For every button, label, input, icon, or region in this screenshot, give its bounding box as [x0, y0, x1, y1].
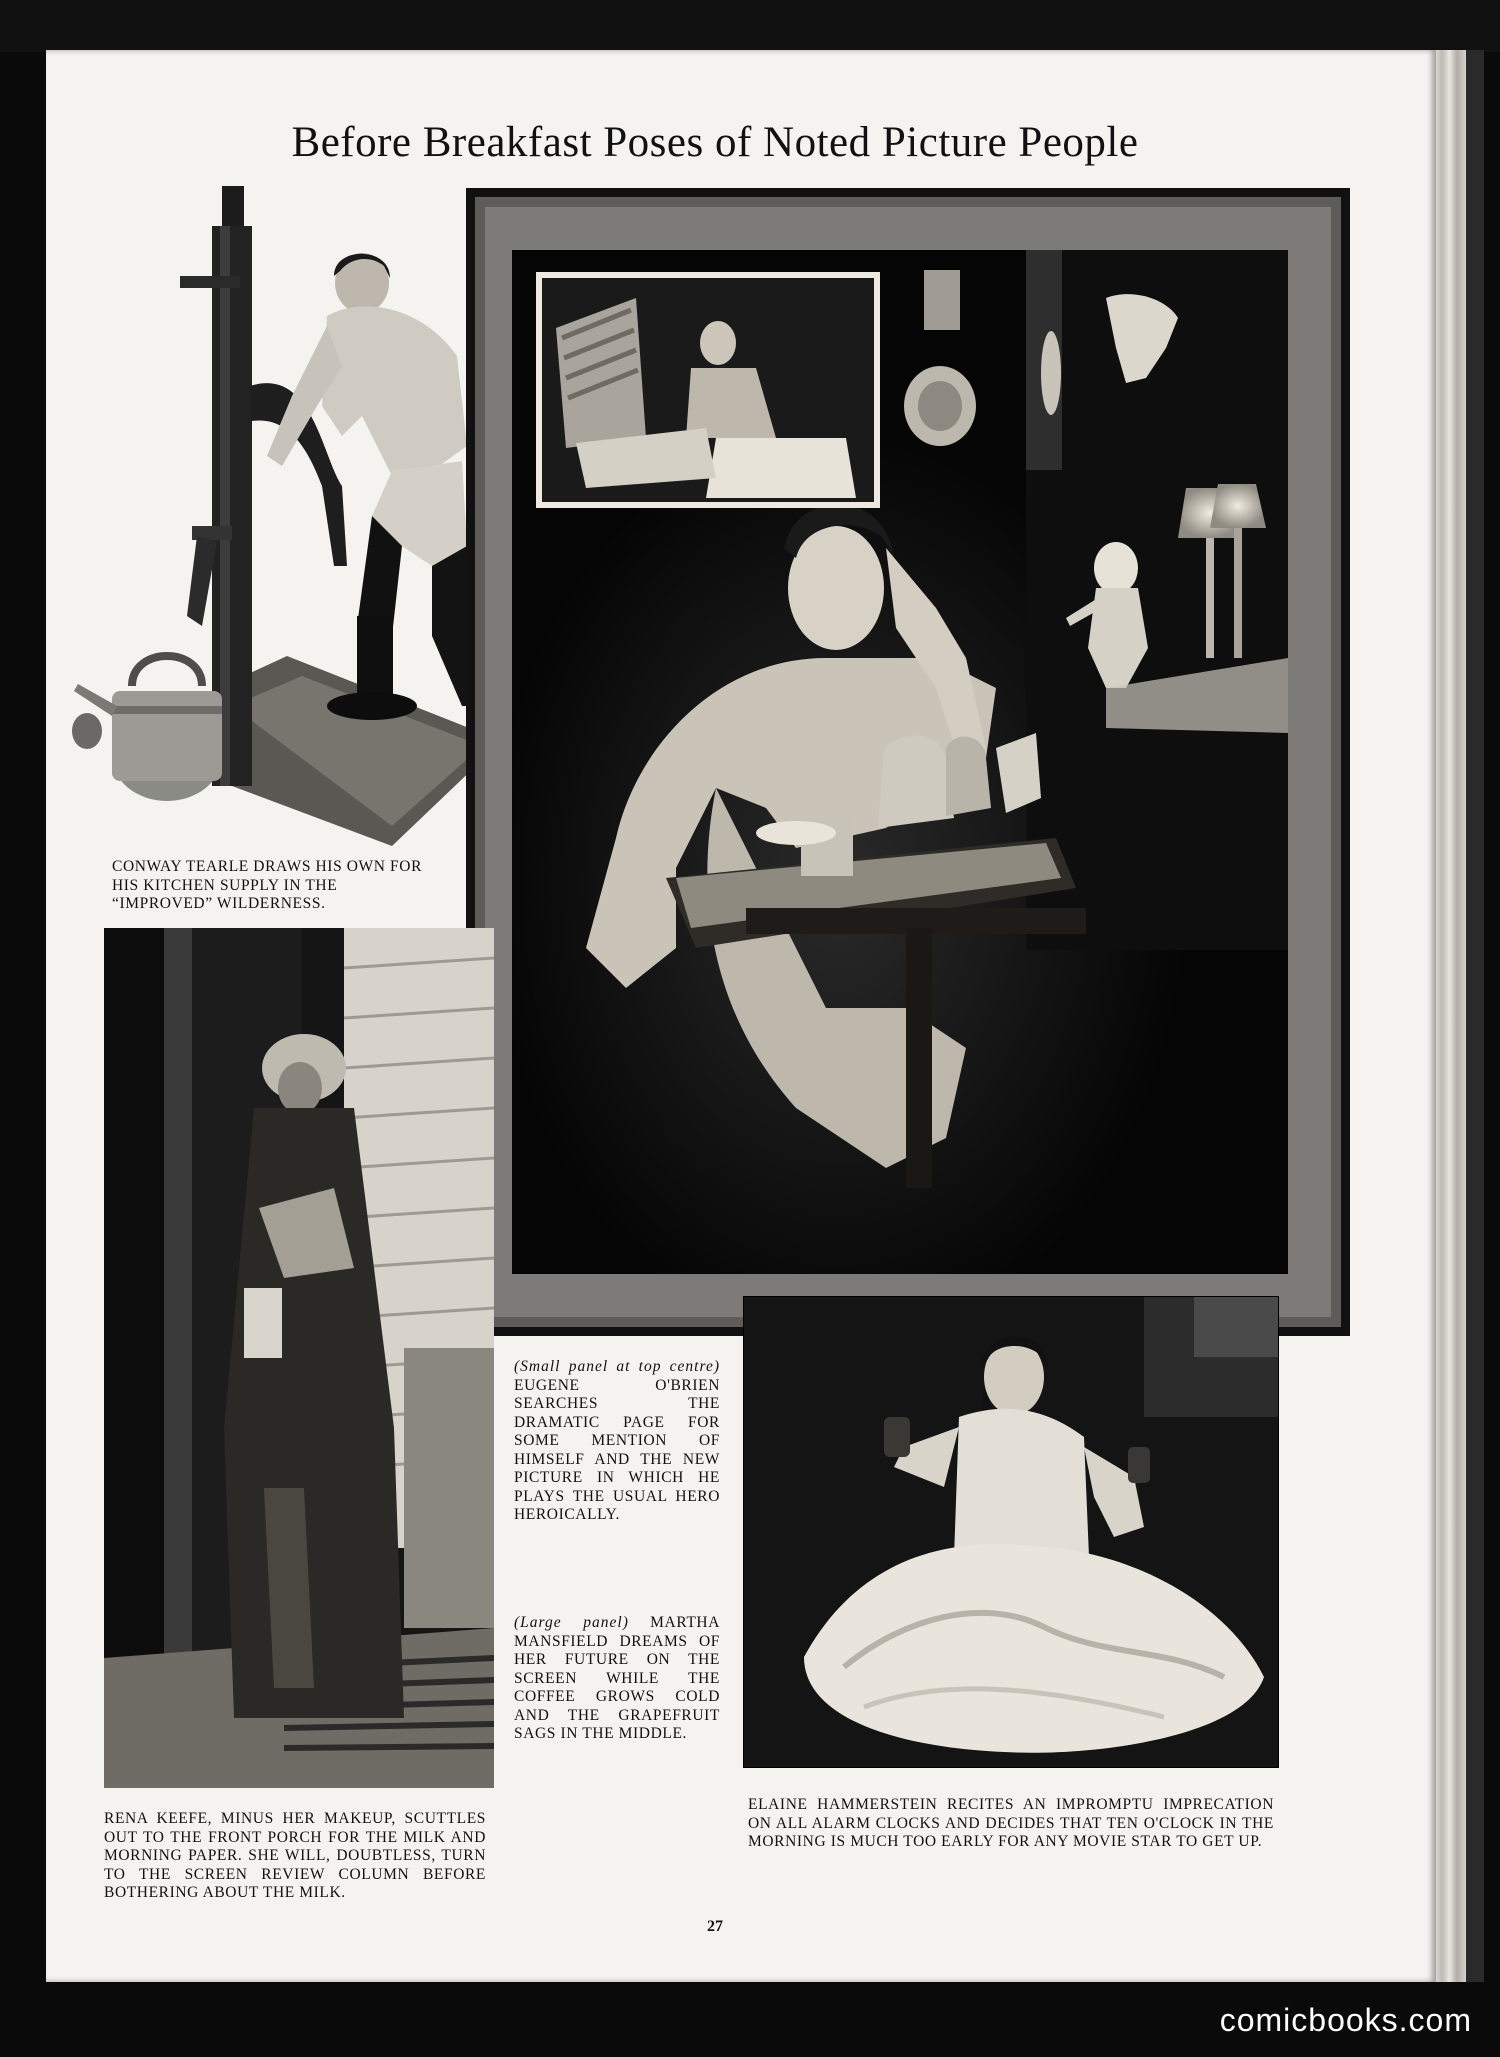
caption-martha-mansfield [514, 1614, 720, 1744]
caption-obrien-label: (Small panel at top centre) [514, 1358, 720, 1375]
page-number: 27 [707, 1918, 723, 1935]
caption-conway-tearle: CONWAY TEARLE DRAWS HIS OWN FOR HIS KITCHEN SUPPLY IN THE “IMPROVED” WILDERNESS. [112, 858, 423, 912]
caption-obrien-text: EUGENE O'BRIEN SEARCHES THE DRAMATIC PAGE FOR SOME MENTION OF HIMSELF AND THE NEW PICTURE IN WHICH HE PLAYS THE USUAL HERO HEROICALLY. [514, 1376, 720, 1523]
scan-border-top [0, 0, 1500, 52]
page-title: Before Breakfast Poses of Noted Picture People [291, 119, 1139, 166]
watermark: comicbooks.com [1219, 2002, 1472, 2038]
page-spine [1436, 50, 1466, 1982]
caption-rena-keefe: RENA KEEFE, MINUS HER MAKEUP, SCUTTLES OUT TO THE FRONT PORCH FOR THE MILK AND MORNING PAPER. SHE WILL, DOUBTLESS, TURN TO THE SCREEN REVIEW COLUMN BEFORE BOTHERING ABOUT THE MILK. [104, 1810, 486, 1901]
caption-elaine-hammerstein: ELAINE HAMMERSTEIN RECITES AN IMPROMPTU IMPRECATION ON ALL ALARM CLOCKS AND DECIDES THAT TEN O'CLOCK IN THE MORNING IS MUCH TOO EARLY FOR ANY MOVIE STAR TO GET UP. [748, 1796, 1274, 1850]
caption-eugene-obrien [514, 1358, 720, 1525]
photo-elaine-hammerstein [743, 1296, 1279, 1768]
photo-conway-tearle [72, 186, 512, 846]
page-edge [1466, 50, 1484, 1982]
caption-mansfield-text: MARTHA MANSFIELD DREAMS OF HER FUTURE ON THE SCREEN WHILE THE COFFEE GROWS COLD AND THE GRAPEFRUIT SAGS IN THE MIDDLE. [514, 1614, 720, 1742]
caption-mansfield-label: (Large panel) [514, 1614, 629, 1631]
photo-martha-mansfield-frame [466, 188, 1350, 1336]
photo-rena-keefe [104, 928, 494, 1788]
